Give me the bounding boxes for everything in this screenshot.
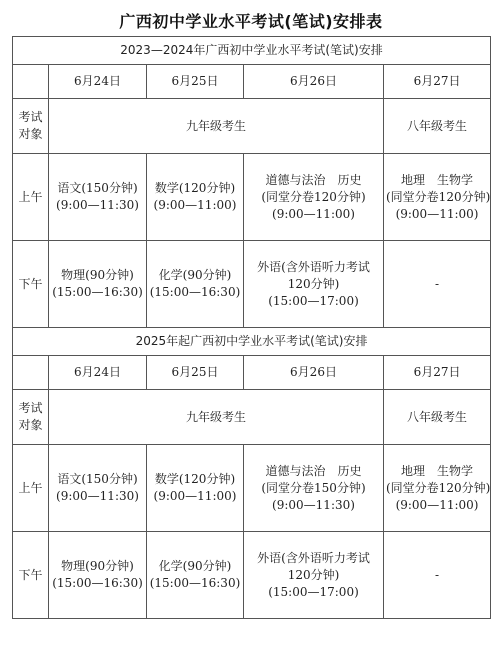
exam-subject: 化学(90分钟)	[158, 268, 232, 282]
exam-cell	[147, 445, 244, 532]
exam-subject: 地理 生物学	[401, 172, 474, 187]
date-cell: 6月26日	[244, 356, 384, 390]
date-cell: 6月25日	[147, 356, 244, 390]
afternoon-row	[13, 532, 491, 619]
exam-duration: (同堂分卷120分钟)	[386, 480, 491, 495]
date-row	[13, 65, 491, 99]
exam-subject: 化学(90分钟)	[158, 559, 232, 573]
exam-cell	[384, 445, 491, 532]
exam-time: (15:00—16:30)	[149, 285, 241, 299]
date-cell: 6月27日	[384, 356, 491, 390]
afternoon-label: 下午	[13, 532, 49, 619]
exam-subject: 语文(150分钟)	[57, 181, 138, 195]
date-row	[13, 356, 491, 390]
section-heading: 2023—2024年广西初中学业水平考试(笔试)安排	[13, 37, 491, 65]
target-label-line: 对象	[18, 418, 43, 432]
exam-time: (9:00—11:00)	[153, 198, 237, 212]
section-heading-row	[13, 37, 491, 65]
exam-time: (15:00—17:00)	[268, 584, 359, 599]
morning-row	[13, 445, 491, 532]
afternoon-row	[13, 241, 491, 328]
exam-subject: 语文(150分钟)	[57, 472, 138, 486]
exam-time: (9:00—11:00)	[395, 206, 479, 221]
grade8-group: 八年级考生	[384, 390, 491, 445]
exam-time: (9:00—11:00)	[153, 489, 237, 503]
exam-duration: 120分钟)	[287, 567, 340, 582]
target-label	[13, 390, 49, 445]
exam-duration: 120分钟)	[287, 276, 340, 291]
exam-cell	[244, 154, 384, 241]
exam-cell	[244, 445, 384, 532]
exam-cell	[244, 532, 384, 619]
exam-time: (15:00—16:30)	[52, 285, 143, 299]
exam-subject: 道德与法治 历史	[265, 463, 362, 478]
target-label-line: 考试	[18, 401, 43, 415]
date-cell: 6月24日	[49, 356, 147, 390]
exam-time: (15:00—16:30)	[149, 576, 241, 590]
target-group-row	[13, 99, 491, 154]
exam-cell	[49, 154, 147, 241]
exam-subject: 道德与法治 历史	[265, 172, 362, 187]
target-label-line: 考试	[18, 110, 43, 124]
exam-duration: (同堂分卷150分钟)	[261, 480, 366, 495]
exam-time: (15:00—16:30)	[52, 576, 143, 590]
exam-time: (15:00—17:00)	[268, 293, 359, 308]
exam-cell	[147, 532, 244, 619]
exam-time: (9:00—11:30)	[56, 489, 139, 503]
morning-label: 上午	[13, 445, 49, 532]
morning-row	[13, 154, 491, 241]
exam-cell	[244, 241, 384, 328]
exam-schedule-table	[12, 36, 491, 619]
corner-cell	[13, 65, 49, 99]
exam-time: (9:00—11:30)	[272, 497, 355, 512]
corner-cell	[13, 356, 49, 390]
date-cell: 6月27日	[384, 65, 491, 99]
exam-subject: 数学(120分钟)	[154, 181, 236, 195]
exam-subject: 数学(120分钟)	[154, 472, 236, 486]
afternoon-label: 下午	[13, 241, 49, 328]
section-heading: 2025年起广西初中学业水平考试(笔试)安排	[13, 328, 491, 356]
grade9-group: 九年级考生	[49, 99, 384, 154]
exam-subject: 地理 生物学	[401, 463, 474, 478]
grade9-group: 九年级考生	[49, 390, 384, 445]
exam-cell	[49, 241, 147, 328]
exam-duration: (同堂分卷120分钟)	[261, 189, 366, 204]
target-group-row	[13, 390, 491, 445]
target-label-line: 对象	[18, 127, 43, 141]
empty-exam-cell: -	[384, 241, 491, 328]
exam-subject: 外语(含外语听力考试	[257, 550, 370, 565]
page-title: 广西初中学业水平考试(笔试)安排表	[119, 12, 383, 31]
target-label	[13, 99, 49, 154]
exam-time: (9:00—11:00)	[272, 206, 355, 221]
exam-time: (9:00—11:00)	[395, 497, 479, 512]
exam-subject: 物理(90分钟)	[61, 559, 134, 573]
exam-cell	[49, 532, 147, 619]
exam-subject: 外语(含外语听力考试	[257, 259, 370, 274]
grade8-group: 八年级考生	[384, 99, 491, 154]
date-cell: 6月26日	[244, 65, 384, 99]
morning-label: 上午	[13, 154, 49, 241]
date-cell: 6月25日	[147, 65, 244, 99]
exam-subject: 物理(90分钟)	[61, 268, 134, 282]
date-cell: 6月24日	[49, 65, 147, 99]
section-heading-row	[13, 328, 491, 356]
exam-duration: (同堂分卷120分钟)	[386, 189, 491, 204]
exam-time: (9:00—11:30)	[56, 198, 139, 212]
empty-exam-cell: -	[384, 532, 491, 619]
exam-cell	[49, 445, 147, 532]
exam-cell	[147, 241, 244, 328]
exam-cell	[147, 154, 244, 241]
exam-cell	[384, 154, 491, 241]
